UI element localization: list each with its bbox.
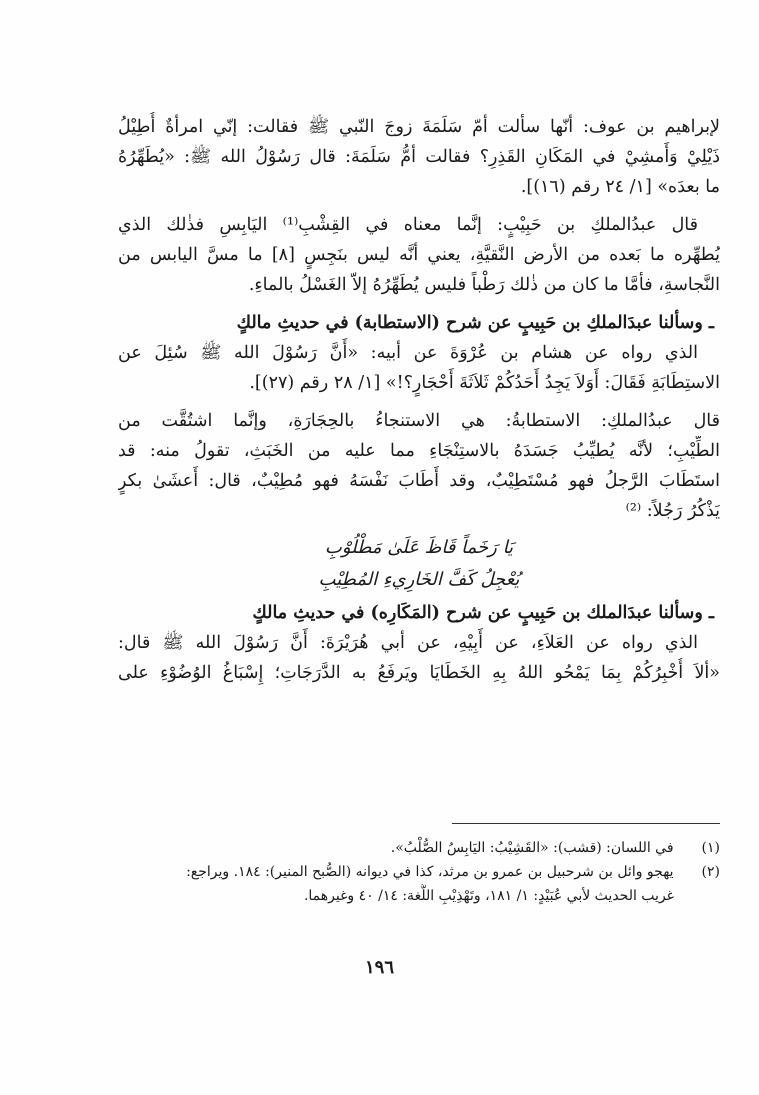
text-line: الذي رواه عن هشام بن عُرْوَةَ عن أبيه: «أَنَّ رَسُوْلَ الله ﷺ سُئِلَ عن [118, 343, 698, 363]
footnote-text: غريب الحديث لأبي عُبَيْدٍ: ١/ ١٨١، وتَهْذِيْبِ اللُّغة: ١٤/ ٤٠ وغيرهما. [303, 888, 674, 904]
text-line: ما بعدَه» [١/ ٢٤ رقم (١٦)]. [520, 177, 720, 197]
section-heading: ـ وسألنا عبدَالملك بن حَبِيبٍ عن شرح (المَكَارِه) في حديثِ مالكٍ [252, 603, 714, 623]
text-line: الاستِطَابَةِ فَقَالَ: أَوَلاَ يَجِدُ أَحَدُكُمْ ثَلاَثَةَ أَحْجَارٍ؟!» [١/ ٢٨ رقم (٢٧)]. [249, 373, 720, 393]
footnote-number: (١) [701, 840, 720, 856]
text-line: يَذْكُرُ رَجُلاً: ⁽²⁾ [625, 501, 720, 521]
text-line: «ألاَ أُخْبِرُكُمْ بِمَا يَمْحُو اللهُ بِهِ الخَطَايَا ويَرفَعُ به الدَّرَجَاتِ؛ إِسْبَاغُ الوُضُوْءِ على [118, 663, 720, 683]
page-number: ١٩٦ [364, 957, 394, 978]
text-line: استَطَابَ الرَّجلُ فهو مُسْتَطِيْبٌ، وقد أَطَابَ نَفْسَهُ فهو مُطِيْبٌ، قال: أَعشَىٰ بكرٍ [118, 471, 720, 491]
footnote-text: في اللسان: (قشب): «القَشِيْبُ: اليَابِسُ الصُّلْبُ». [390, 840, 674, 856]
footnote-continuation [100, 884, 720, 908]
main-text [118, 112, 720, 688]
verse-line: يُعْجِلُ كَفَّ الخَارِيءِ المُطِيْبِ [318, 569, 520, 590]
verse-line: يَا رَخَماً قَاظَ عَلَىٰ مَطْلُوْبِ [324, 537, 514, 558]
footnote-number: (٢) [701, 864, 720, 880]
text-line: قال عبدُالملكِ: الاستطابةُ: هي الاستنجاءُ بالحِجَارَةِ، وإنَّما اشتُقَّت من [118, 411, 720, 431]
text-line: لإبراهيم بن عوف: أنّها سألت أمّ سَلَمَةَ زوجَ النّبي ﷺ فقالت: إنّي امرأةٌ أُطِيْلُ [118, 117, 720, 137]
footnote-text: يهجو وائل بن شرحبيل بن عمرو بن مرثد، كذا في ديوانه (الصُّبح المنير): ١٨٤. ويراجع: [186, 864, 674, 880]
footnote [100, 836, 720, 860]
footnotes [100, 836, 720, 908]
text-line: قال عبدُالملكِ بن حَبِيْبٍ: إنَّما معناه في القِشْبِ⁽¹⁾ اليَابِسِ فذٰلك الذي [118, 215, 698, 235]
poem-verse [118, 532, 720, 596]
footnote-divider [452, 823, 720, 824]
text-line: النَّجاسةِ، فأمَّا ما كان من ذٰلك رَطْباً فليس يُطَهِّرُهُ إلاّ الغَسْلُ بالماءِ. [248, 275, 720, 295]
section-heading: ـ وسألنا عبدَالملكِ بن حَبِيبٍ عن شرح (الاستطابة) في حديثِ مالكٍ [236, 313, 714, 333]
text-line: الذي رواه عن العَلاَءِ، عن أَبِيْهِ، عن أبي هُرَيْرَةَ: أَنَّ رَسُوْلَ الله ﷺ قال: [118, 633, 698, 653]
text-line: ذَيْلِيْ وَأَمشِيْ في المَكَانِ القَذِرِ؟ فقالت أمُّ سَلَمَةَ: قال رَسُوْلُ الله ﷺ: «يُطَهِّرُهُ [118, 147, 720, 167]
text-line: يُطهِّره ما بَعده من الأرض النَّقيَّةِ، يعني أنَّه ليس بنَجِسٍ [٨] ما مسَّ اليابس من [118, 245, 720, 265]
text-line: الطِّيْبِ؛ لأنَّه يُطيِّبُ جَسَدَهُ بالاستِنْجَاءِ مما عليه من الخَبَثِ، تقولُ منه: قد [118, 441, 720, 461]
footnote [100, 860, 720, 884]
